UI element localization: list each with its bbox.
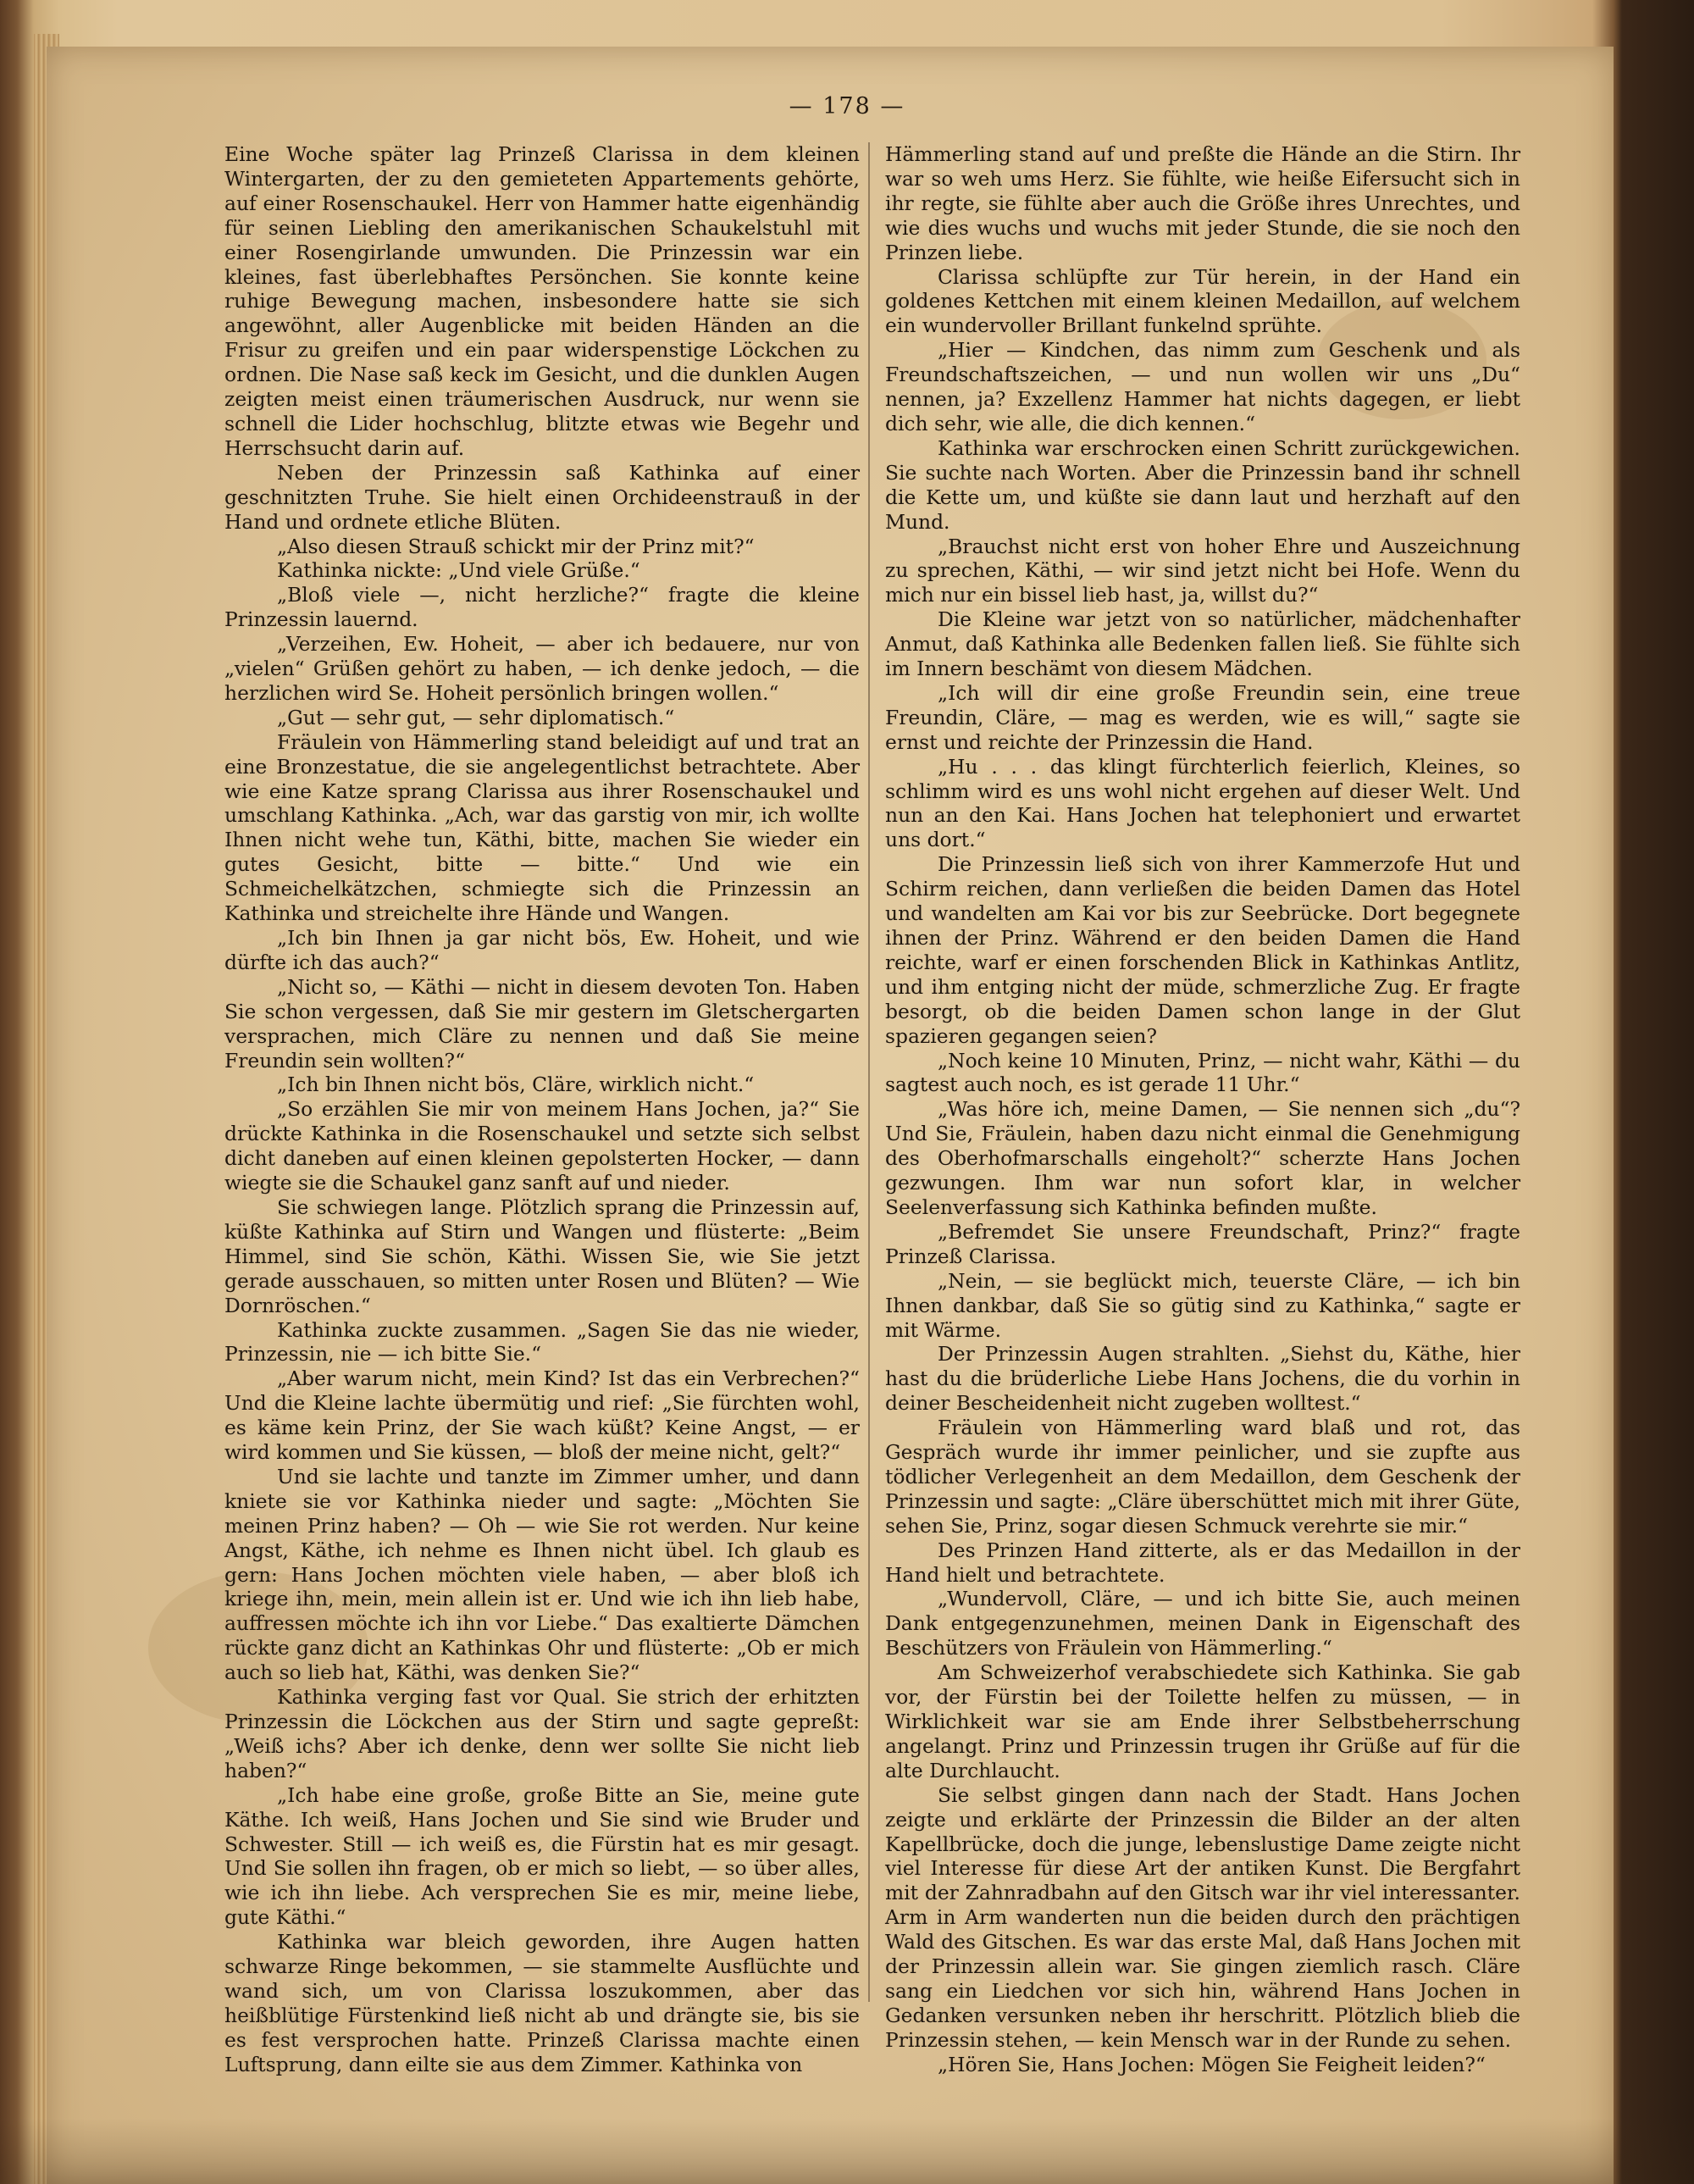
paragraph: „Hier — Kindchen, das nimm zum Geschenk und als Freundschaftszeichen, — und nun wollen wir uns „Du“ nennen, ja? Exzellenz Hammer hat nichts dagegen, er liebt dich sehr, wie alle, die dich kennen.“ xyxy=(885,338,1520,435)
paragraph: Sie selbst gingen dann nach der Stadt. Hans Jochen zeigte und erklärte der Prinzessin die Bilder an der alten Kapellbrücke, doch die junge, lebenslustige Dame zeigte nicht viel Interesse für diese Art der antiken Kunst. Die Bergfahrt mit der Zahnradbahn auf den Gitsch war ihr viel interessanter. Arm in Arm wanderten nun die beiden durch den prächtigen Wald des Gitschen. Es war das erste Mal, daß Hans Jochen mit der Prinzessin allein war. Sie gingen ziemlich rasch. Cläre sang ein Liedchen vor sich hin, während Hans Jochen in Gedanken versunken neben ihr herschritt. Plötzlich blieb die Prinzessin stehen, — kein Mensch war in der Runde zu sehen. xyxy=(885,1782,1520,2052)
paragraph: Fräulein von Hämmerling stand beleidigt auf und trat an eine Bronzestatue, die sie angelegentlichst betrachtete. Aber wie eine Katze sprang Clarissa aus ihrer Rosenschaukel und umschlang Kathinka. „Ach, war das garstig von mir, ich wollte Ihnen nicht wehe tun, Käthi, bitte, machen Sie wieder ein gutes Gesicht, bitte — bitte.“ Und wie ein Schmeichelkätzchen, schmiegte sich die Prinzessin an Kathinka und streichelte ihre Hände und Wangen. xyxy=(224,729,860,926)
paragraph: „Ich bin Ihnen nicht bös, Cläre, wirklich nicht.“ xyxy=(277,1073,755,1097)
paragraph: Eine Woche später lag Prinzeß Clarissa in dem kleinen Wintergarten, der zu den gemieteten Appartements gehörte, auf einer Rosenschaukel. Herr von Hammer hatte eigenhändig für seinen Liebling den amerikanischen Schaukelstuhl mit einer Rosengirlande umwunden. Die Prinzessin war ein kleines, fast überlebhaftes Persönchen. Sie konnte keine ruhige Bewegung machen, insbesondere hatte sie sich angewöhnt, aller Augenblicke mit beiden Händen an die Frisur zu greifen und ein paar widerspenstige Löckchen zu ordnen. Die Nase saß keck im Gesicht, und die dunklen Augen zeigten meist einen träumerischen Ausdruck, nur wenn sie schnell die Lider hochschlug, blitzte etwas wie Begehr und Herrschsucht darin auf. xyxy=(224,142,860,460)
page-number-header: — 178 — xyxy=(789,93,905,119)
paragraph: „Hu . . . das klingt fürchterlich feierlich, Kleines, so schlimm wird es uns wohl nicht ergehen auf dieser Welt. Und nun an den Kai. Hans Jochen hat telephoniert und erwartet uns dort.“ xyxy=(885,754,1520,852)
paragraph: „Also diesen Strauß schickt mir der Prinz mit?“ xyxy=(277,534,755,558)
paragraph: Kathinka war bleich geworden, ihre Augen hatten schwarze Ringe bekommen, — sie stammelte Ausflüchte und wand sich, um von Clarissa loszukommen, aber das heißblütige Fürstenkind ließ nicht ab und drängte sie, bis sie es fest versprochen hatte. Prinzeß Clarissa machte einen Luftsprung, dann eilte sie aus dem Zimmer. Kathinka von xyxy=(224,1930,860,2076)
paragraph: „Verzeihen, Ew. Hoheit, — aber ich bedauere, nur von „vielen“ Grüßen gehört zu haben, — ich denke jedoch, — die herzlichen wird Se. Hoheit persönlich bringen wollen.“ xyxy=(224,632,860,705)
paragraph: Am Schweizerhof verabschiedete sich Kathinka. Sie gab vor, der Fürstin bei der Toilette helfen zu müssen, — in Wirklichkeit war sie am Ende ihrer Selbstbeherrschung angelangt. Prinz und Prinzessin trugen ihr Grüße auf für die alte Durchlaucht. xyxy=(885,1660,1520,1782)
paragraph: Kathinka zuckte zusammen. „Sagen Sie das nie wieder, Prinzessin, nie — ich bitte Sie.“ xyxy=(224,1317,860,1366)
paragraph: Der Prinzessin Augen strahlten. „Siehst du, Käthe, hier hast du die brüderliche Liebe Hans Jochens, die du vorhin in deiner Bescheidenheit nicht zugeben wolltest.“ xyxy=(885,1342,1520,1416)
paragraph: „So erzählen Sie mir von meinem Hans Jochen, ja?“ Sie drückte Kathinka in die Rosenschaukel und setzte sich selbst dicht daneben auf einen kleinen gepolsterten Hocker, — dann wiegte sie die Schaukel ganz sanft auf und nieder. xyxy=(224,1097,860,1195)
paragraph: „Gut — sehr gut, — sehr diplomatisch.“ xyxy=(277,705,675,729)
paragraph: „Aber warum nicht, mein Kind? Ist das ein Verbrechen?“ Und die Kleine lachte übermütig und rief: „Sie fürchten wohl, es käme kein Prinz, der Sie wach küßt? Keine Angst, — er wird kommen und Sie küssen, — bloß der meine nicht, gelt?“ xyxy=(224,1366,860,1465)
paragraph: „Hören Sie, Hans Jochen: Mögen Sie Feigheit leiden?“ xyxy=(938,2052,1486,2076)
paragraph: Neben der Prinzessin saß Kathinka auf einer geschnitzten Truhe. Sie hielt einen Orchideenstrauß in der Hand und ordnete etliche Blüten. xyxy=(224,460,860,534)
paragraph: „Ich bin Ihnen ja gar nicht bös, Ew. Hoheit, und wie dürfte ich das auch?“ xyxy=(224,926,860,974)
paragraph: Und sie lachte und tanzte im Zimmer umher, und dann kniete sie vor Kathinka nieder und sagte: „Möchten Sie meinen Prinz haben? — Oh — wie Sie rot werden. Nur keine Angst, Käthe, ich nehme es Ihnen nicht übel. Ich glaub es gern: Hans Jochen möchten viele haben, — aber bloß ich kriege ihn, mein, mein allein ist er. Und wie ich ihn lieb habe, auffressen möchte ich ihn vor Liebe.“ Das exaltierte Dämchen rückte ganz dicht an Kathinkas Ohr und flüsterte: „Ob er mich auch so lieb hat, Käthi, was denken Sie?“ xyxy=(224,1464,860,1685)
paragraph: „Nicht so, — Käthi — nicht in diesem devoten Ton. Haben Sie schon vergessen, daß Sie mir gestern im Gletschergarten versprachen, mich Cläre zu nennen und daß Sie meine Freundin sein wollten?“ xyxy=(224,974,860,1073)
paragraph: Des Prinzen Hand zitterte, als er das Medaillon in der Hand hielt und betrachtete. xyxy=(885,1538,1520,1587)
paragraph: „Brauchst nicht erst von hoher Ehre und Auszeichnung zu sprechen, Käthi, — wir sind jetzt nicht bei Hofe. Wenn du mich nur ein bissel lieb hast, ja, willst du?“ xyxy=(885,534,1520,607)
page-bottom-shadow xyxy=(0,2118,1694,2184)
paragraph: „Noch keine 10 Minuten, Prinz, — nicht wahr, Käthi — du sagtest auch noch, es ist gerade 11 Uhr.“ xyxy=(885,1048,1520,1097)
paragraph: Clarissa schlüpfte zur Tür herein, in der Hand ein goldenes Kettchen mit einem kleinen Medaillon, auf welchem ein wundervoller Brillant funkelnd sprühte. xyxy=(885,264,1520,338)
paragraph: Die Prinzessin ließ sich von ihrer Kammerzofe Hut und Schirm reichen, dann verließen die beiden Damen das Hotel und wandelten am Kai vor bis zur Seebrücke. Dort begegnete ihnen der Prinz. Während er den beiden Damen die Hand reichte, warf er einen forschenden Blick in Kathinkas Antlitz, und ihm entging nicht der müde, schmerzliche Zug. Er fragte besorgt, ob die beiden Damen schon lange in der Glut spazieren gegangen seien? xyxy=(885,852,1520,1048)
paragraph: Kathinka nickte: „Und viele Grüße.“ xyxy=(277,558,640,583)
paragraph: „Nein, — sie beglückt mich, teuerste Cläre, — ich bin Ihnen dankbar, daß Sie so gütig sind zu Kathinka,“ sagte er mit Wärme. xyxy=(885,1268,1520,1342)
paragraph: Kathinka verging fast vor Qual. Sie strich der erhitzten Prinzessin die Löckchen aus der Stirn und sagte gepreßt: „Weiß ichs? Aber ich denke, denn wer sollte Sie nicht lieb haben?“ xyxy=(224,1685,860,1782)
paragraph: „Ich habe eine große, große Bitte an Sie, meine gute Käthe. Ich weiß, Hans Jochen und Sie sind wie Bruder und Schwester. Still — ich weiß es, die Fürstin hat es mir gesagt. Und Sie sollen ihn fragen, ob er mich so liebt, — so über alles, wie ich ihn liebe. Ach versprechen Sie es mir, meine liebe, gute Käthi.“ xyxy=(224,1782,860,1930)
left-text-column xyxy=(224,142,860,2077)
paragraph: „Was höre ich, meine Damen, — Sie nennen sich „du“? Und Sie, Fräulein, haben dazu nicht einmal die Genehmigung des Oberhofmarschalls eingeholt?“ scherzte Hans Jochen gezwungen. Ihm war nun sofort klar, in welcher Seelenverfassung sich Kathinka befinden mußte. xyxy=(885,1097,1520,1219)
paragraph: „Bloß viele —, nicht herzliche?“ fragte die kleine Prinzessin lauernd. xyxy=(224,583,860,632)
paragraph: Fräulein von Hämmerling ward blaß und rot, das Gespräch wurde ihr immer peinlicher, und sie zupfte aus tödlicher Verlegenheit an dem Medaillon, dem Geschenk der Prinzessin und sagte: „Cläre überschüttet mich mit ihrer Güte, sehen Sie, Prinz, sogar diesen Schmuck verehrte sie mir.“ xyxy=(885,1416,1520,1538)
paragraph: „Wundervoll, Cläre, — und ich bitte Sie, auch meinen Dank entgegenzunehmen, meinen Dank in Eigenschaft des Beschützers von Fräulein von Hämmerling.“ xyxy=(885,1587,1520,1660)
paragraph: Hämmerling stand auf und preßte die Hände an die Stirn. Ihr war so weh ums Herz. Sie fühlte, wie heiße Eifersucht sich in ihr regte, sie fühlte aber auch die Größe ihres Unrechtes, und wie dies wuchs und wuchs mit jeder Stunde, die sie noch den Prinzen liebe. xyxy=(885,142,1520,264)
paragraph: „Befremdet Sie unsere Freundschaft, Prinz?“ fragte Prinzeß Clarissa. xyxy=(885,1219,1520,1268)
paragraph: „Ich will dir eine große Freundin sein, eine treue Freundin, Cläre, — mag es werden, wie es will,“ sagte sie ernst und reichte der Prinzessin die Hand. xyxy=(885,680,1520,754)
paragraph: Kathinka war erschrocken einen Schritt zurückgewichen. Sie suchte nach Worten. Aber die Prinzessin band ihr schnell die Kette um, und küßte sie dann laut und herzhaft auf den Mund. xyxy=(885,435,1520,534)
column-divider xyxy=(868,142,870,2002)
right-text-column xyxy=(885,142,1520,2077)
paragraph: Sie schwiegen lange. Plötzlich sprang die Prinzessin auf, küßte Kathinka auf Stirn und Wangen und flüsterte: „Beim Himmel, sind Sie schön, Käthi. Wissen Sie, wie Sie jetzt gerade ausschauen, so mitten unter Rosen und Blüten? — Wie Dornröschen.“ xyxy=(224,1195,860,1317)
paragraph: Die Kleine war jetzt von so natürlicher, mädchenhafter Anmut, daß Kathinka alle Bedenken fallen ließ. Sie fühlte sich im Innern beschämt von diesem Mädchen. xyxy=(885,607,1520,681)
